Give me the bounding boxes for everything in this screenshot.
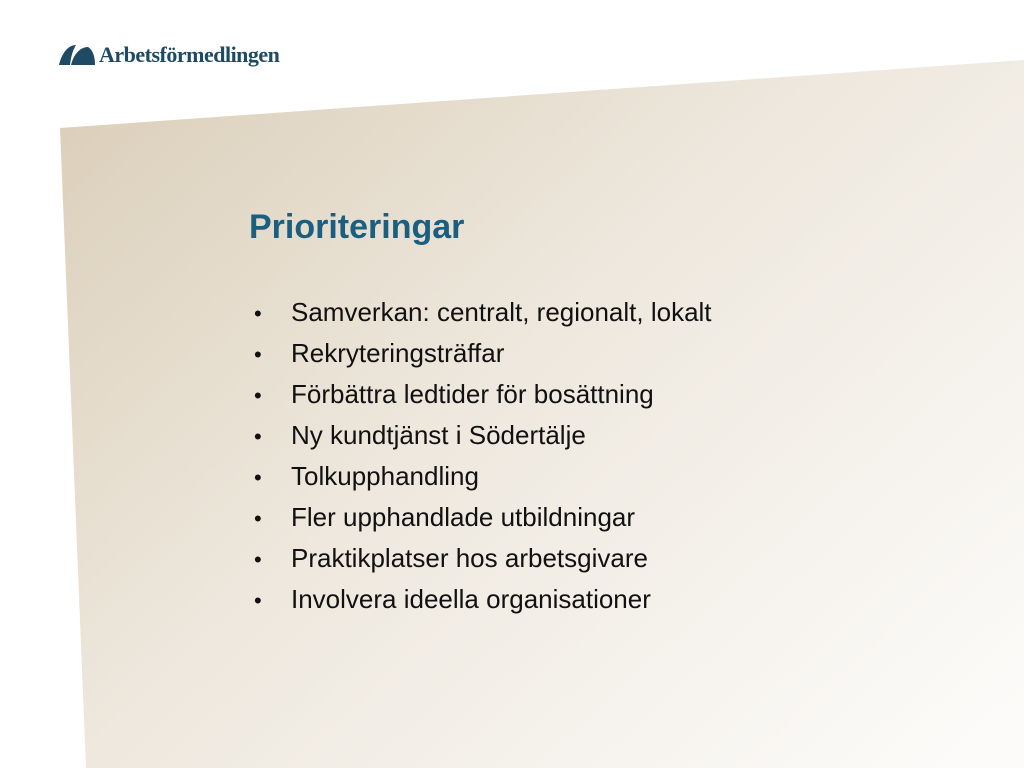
bullet-item bbox=[254, 538, 712, 579]
bullet-text: Involvera ideella organisationer bbox=[291, 584, 651, 614]
bullet-item bbox=[254, 497, 712, 538]
bullet-marker: • bbox=[254, 342, 262, 367]
slide-title: Prioriteringar bbox=[249, 208, 465, 246]
bullet-marker: • bbox=[254, 383, 262, 408]
bullet-item bbox=[254, 579, 712, 620]
bullet-text: Praktikplatser hos arbetsgivare bbox=[291, 543, 648, 573]
bullet-item bbox=[254, 415, 712, 456]
bullet-marker: • bbox=[254, 547, 262, 572]
bullet-marker: • bbox=[254, 588, 262, 613]
bullet-item bbox=[254, 456, 712, 497]
logo-text: Arbetsförmedlingen bbox=[99, 42, 280, 67]
arbetsformedlingen-logo bbox=[58, 38, 279, 72]
bullet-item bbox=[254, 333, 712, 374]
bullet-marker: • bbox=[254, 506, 262, 531]
bullet-text: Samverkan: centralt, regionalt, lokalt bbox=[291, 297, 712, 327]
bullet-marker: • bbox=[254, 424, 262, 449]
arbetsformedlingen-logo-icon bbox=[58, 43, 96, 67]
bullet-marker: • bbox=[254, 301, 262, 326]
bullet-marker: • bbox=[254, 465, 262, 490]
bullet-text: Ny kundtjänst i Södertälje bbox=[291, 420, 586, 450]
bullet-list bbox=[254, 292, 712, 620]
bullet-text: Förbättra ledtider för bosättning bbox=[291, 379, 654, 409]
bullet-item bbox=[254, 374, 712, 415]
bullet-text: Rekryteringsträffar bbox=[291, 338, 505, 368]
bullet-text: Fler upphandlade utbildningar bbox=[291, 502, 636, 532]
bullet-text: Tolkupphandling bbox=[291, 461, 479, 491]
bullet-item bbox=[254, 292, 712, 333]
